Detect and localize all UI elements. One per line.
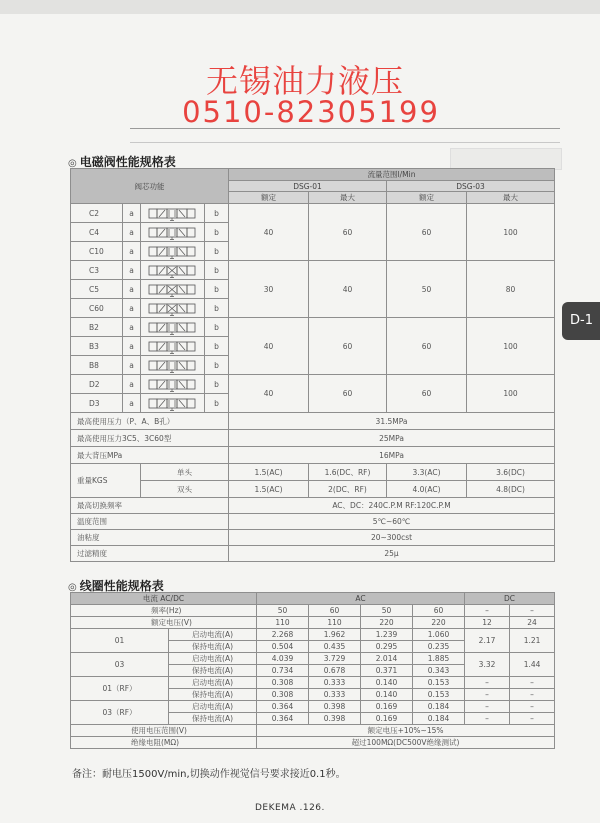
freq-value: 50 bbox=[361, 605, 413, 617]
current-value: 0.140 bbox=[361, 689, 413, 701]
valve-symbol bbox=[141, 337, 205, 356]
spec-value: AC、DC：240C.P.M RF:120C.P.M bbox=[229, 498, 555, 514]
spec-label: 最大背压MPa bbox=[71, 447, 229, 464]
port-b-label: b bbox=[205, 337, 229, 356]
port-b-label: b bbox=[205, 356, 229, 375]
valve-symbol-icon bbox=[148, 206, 198, 221]
dc-header: DC bbox=[465, 593, 555, 605]
spec-label: 过滤精度 bbox=[71, 546, 229, 562]
weight-value: 3.6(DC) bbox=[467, 464, 555, 481]
rated-header-03: 额定 bbox=[387, 192, 467, 204]
spec-value: 5℃~60℃ bbox=[229, 514, 555, 530]
spec-rows bbox=[71, 413, 555, 562]
insulation-value: 超过100MΩ(DC500V绝缘测试) bbox=[257, 737, 555, 749]
flow-value: 60 bbox=[387, 318, 467, 375]
dc-current-value: – bbox=[510, 701, 555, 713]
valve-symbol bbox=[141, 204, 205, 223]
valve-symbol bbox=[141, 242, 205, 261]
dc-current-value: – bbox=[465, 701, 510, 713]
freq-label: 频率(Hz) bbox=[71, 605, 257, 617]
weight-value: 2(DC、RF) bbox=[309, 481, 387, 498]
port-a-label: a bbox=[123, 204, 141, 223]
valve-symbol bbox=[141, 280, 205, 299]
dc-current-value: 3.32 bbox=[465, 653, 510, 677]
ac-header: AC bbox=[257, 593, 465, 605]
spec-label: 最高使用压力（P、A、B孔） bbox=[71, 413, 229, 430]
current-value: 0.504 bbox=[257, 641, 309, 653]
flow-value: 60 bbox=[309, 318, 387, 375]
port-b-label: b bbox=[205, 261, 229, 280]
flow-value: 100 bbox=[467, 375, 555, 413]
port-b-label: b bbox=[205, 280, 229, 299]
rated-header-01: 额定 bbox=[229, 192, 309, 204]
port-b-label: b bbox=[205, 223, 229, 242]
side-tab: D-1 bbox=[562, 302, 600, 340]
flow-value: 80 bbox=[467, 261, 555, 318]
bleed-through-box bbox=[450, 148, 562, 170]
valve-symbol-icon bbox=[148, 320, 198, 335]
dc-current-value: – bbox=[465, 677, 510, 689]
current-value: 1.885 bbox=[413, 653, 465, 665]
valve-symbol-icon bbox=[148, 225, 198, 240]
top-rule bbox=[130, 128, 560, 129]
port-b-label: b bbox=[205, 394, 229, 413]
hold-current-label: 保持电流(A) bbox=[169, 641, 257, 653]
footnote: 备注：耐电压1500V/min,切换动作视觉信号要求接近0.1秒。 bbox=[72, 769, 346, 780]
current-value: 0.153 bbox=[413, 677, 465, 689]
current-value: 0.734 bbox=[257, 665, 309, 677]
dc-current-value: – bbox=[510, 713, 555, 725]
weight-value: 3.3(AC) bbox=[387, 464, 467, 481]
flow-value: 30 bbox=[229, 261, 309, 318]
dc-current-value: – bbox=[465, 689, 510, 701]
valve-code: D3 bbox=[71, 394, 123, 413]
current-value: 3.729 bbox=[309, 653, 361, 665]
current-value: 0.153 bbox=[413, 689, 465, 701]
valve-symbol bbox=[141, 375, 205, 394]
flow-value: 60 bbox=[309, 375, 387, 413]
port-a-label: a bbox=[123, 375, 141, 394]
current-value: 0.678 bbox=[309, 665, 361, 677]
current-value: 2.014 bbox=[361, 653, 413, 665]
valve-symbol bbox=[141, 223, 205, 242]
current-value: 4.039 bbox=[257, 653, 309, 665]
current-value: 0.308 bbox=[257, 677, 309, 689]
start-current-label: 启动电流(A) bbox=[169, 653, 257, 665]
top-rule-secondary bbox=[130, 142, 560, 143]
current-value: 1.962 bbox=[309, 629, 361, 641]
current-value: 0.398 bbox=[309, 713, 361, 725]
freq-value: 50 bbox=[257, 605, 309, 617]
single-head-label: 单头 bbox=[141, 464, 229, 481]
port-a-label: a bbox=[123, 261, 141, 280]
current-value: 0.333 bbox=[309, 689, 361, 701]
port-a-label: a bbox=[123, 356, 141, 375]
valve-symbol-icon bbox=[148, 244, 198, 259]
current-value: 0.169 bbox=[361, 701, 413, 713]
weight-value: 1.6(DC、RF) bbox=[309, 464, 387, 481]
freq-value: 60 bbox=[309, 605, 361, 617]
weight-value: 1.5(AC) bbox=[229, 464, 309, 481]
coil-model: 03 bbox=[71, 653, 169, 677]
voltage-value: 220 bbox=[361, 617, 413, 629]
dsg01-header: DSG-01 bbox=[229, 181, 387, 192]
freq-value: – bbox=[465, 605, 510, 617]
port-b-label: b bbox=[205, 318, 229, 337]
flow-value: 50 bbox=[387, 261, 467, 318]
valve-symbol-icon bbox=[148, 301, 198, 316]
valve-code: D2 bbox=[71, 375, 123, 394]
valve-code: C5 bbox=[71, 280, 123, 299]
valve-code: B3 bbox=[71, 337, 123, 356]
current-value: 0.364 bbox=[257, 701, 309, 713]
current-value: 0.435 bbox=[309, 641, 361, 653]
flow-value: 40 bbox=[229, 318, 309, 375]
valve-symbol-icon bbox=[148, 263, 198, 278]
port-a-label: a bbox=[123, 337, 141, 356]
current-value: 0.184 bbox=[413, 701, 465, 713]
hold-current-label: 保持电流(A) bbox=[169, 665, 257, 677]
flow-value: 40 bbox=[309, 261, 387, 318]
valve-code: B8 bbox=[71, 356, 123, 375]
valve-symbol bbox=[141, 299, 205, 318]
dc-current-value: 1.21 bbox=[510, 629, 555, 653]
flow-value: 60 bbox=[387, 375, 467, 413]
port-a-label: a bbox=[123, 299, 141, 318]
voltage-range-label: 使用电压范围(V) bbox=[71, 725, 257, 737]
port-a-label: a bbox=[123, 318, 141, 337]
spec-value: 25MPa bbox=[229, 430, 555, 447]
watermark-phone: 0510-82305199 bbox=[182, 95, 440, 129]
valve-code: C3 bbox=[71, 261, 123, 280]
coil-rows bbox=[71, 629, 555, 725]
weight-value: 1.5(AC) bbox=[229, 481, 309, 498]
dc-current-value: – bbox=[510, 689, 555, 701]
valve-symbol bbox=[141, 318, 205, 337]
solenoid-spec-table bbox=[70, 168, 555, 562]
current-value: 0.184 bbox=[413, 713, 465, 725]
current-header: 电流 AC/DC bbox=[71, 593, 257, 605]
insulation-label: 绝缘电阻(MΩ) bbox=[71, 737, 257, 749]
valve-code: B2 bbox=[71, 318, 123, 337]
valve-code: C4 bbox=[71, 223, 123, 242]
valve-symbol-icon bbox=[148, 377, 198, 392]
watermark-company: 无锡油力液压 bbox=[205, 62, 404, 100]
voltage-value: 110 bbox=[309, 617, 361, 629]
spec-label: 最高使用压力3C5、3C60型 bbox=[71, 430, 229, 447]
valve-symbol bbox=[141, 394, 205, 413]
voltage-value: 12 bbox=[465, 617, 510, 629]
current-value: 0.398 bbox=[309, 701, 361, 713]
current-value: 1.060 bbox=[413, 629, 465, 641]
flow-value: 60 bbox=[309, 204, 387, 261]
coil-model: 03（RF） bbox=[71, 701, 169, 725]
flow-value: 100 bbox=[467, 318, 555, 375]
voltage-value: 220 bbox=[413, 617, 465, 629]
max-header-03: 最大 bbox=[467, 192, 555, 204]
start-current-label: 启动电流(A) bbox=[169, 701, 257, 713]
voltage-value: 110 bbox=[257, 617, 309, 629]
valve-code: C60 bbox=[71, 299, 123, 318]
dc-current-value: 1.44 bbox=[510, 653, 555, 677]
spec-value: 20~300cst bbox=[229, 530, 555, 546]
dc-current-value: – bbox=[465, 713, 510, 725]
current-value: 0.295 bbox=[361, 641, 413, 653]
solenoid-title-text: 电磁阀性能规格表 bbox=[79, 155, 176, 169]
start-current-label: 启动电流(A) bbox=[169, 677, 257, 689]
current-value: 1.239 bbox=[361, 629, 413, 641]
voltage-label: 额定电压(V) bbox=[71, 617, 257, 629]
coil-model: 01（RF） bbox=[71, 677, 169, 701]
valve-symbol-icon bbox=[148, 282, 198, 297]
port-b-label: b bbox=[205, 242, 229, 261]
port-a-label: a bbox=[123, 223, 141, 242]
coil-spec-table bbox=[70, 592, 555, 749]
max-header-01: 最大 bbox=[309, 192, 387, 204]
voltage-range-value: 额定电压+10%~15% bbox=[257, 725, 555, 737]
double-head-label: 双头 bbox=[141, 481, 229, 498]
dsg03-header: DSG-03 bbox=[387, 181, 555, 192]
spec-value: 16MPa bbox=[229, 447, 555, 464]
voltage-value: 24 bbox=[510, 617, 555, 629]
weight-value: 4.8(DC) bbox=[467, 481, 555, 498]
port-b-label: b bbox=[205, 204, 229, 223]
valve-symbol-icon bbox=[148, 358, 198, 373]
dc-current-value: – bbox=[510, 677, 555, 689]
current-value: 2.268 bbox=[257, 629, 309, 641]
port-a-label: a bbox=[123, 394, 141, 413]
valve-symbol-icon bbox=[148, 339, 198, 354]
valve-code: C2 bbox=[71, 204, 123, 223]
flow-value: 100 bbox=[467, 204, 555, 261]
port-a-label: a bbox=[123, 280, 141, 299]
current-value: 0.371 bbox=[361, 665, 413, 677]
port-b-label: b bbox=[205, 299, 229, 318]
valve-rows bbox=[71, 204, 555, 413]
bullet-icon: ◎ bbox=[68, 158, 77, 169]
spec-label: 温度范围 bbox=[71, 514, 229, 530]
coil-title-text: 线圈性能规格表 bbox=[79, 579, 164, 593]
valve-symbol-icon bbox=[148, 396, 198, 411]
freq-value: 60 bbox=[413, 605, 465, 617]
current-value: 0.308 bbox=[257, 689, 309, 701]
valve-symbol bbox=[141, 261, 205, 280]
flow-value: 40 bbox=[229, 204, 309, 261]
spec-label: 最高切换频率 bbox=[71, 498, 229, 514]
current-value: 0.364 bbox=[257, 713, 309, 725]
valve-code: C10 bbox=[71, 242, 123, 261]
page-top-band bbox=[0, 0, 600, 14]
flow-range-header: 流量范围l/Min bbox=[229, 169, 555, 181]
current-value: 0.235 bbox=[413, 641, 465, 653]
bullet-icon: ◎ bbox=[68, 582, 77, 593]
current-value: 0.333 bbox=[309, 677, 361, 689]
valve-symbol bbox=[141, 356, 205, 375]
page-footer: DEKEMA .126. bbox=[255, 803, 325, 813]
spec-label: 油粘度 bbox=[71, 530, 229, 546]
hold-current-label: 保持电流(A) bbox=[169, 689, 257, 701]
flow-value: 40 bbox=[229, 375, 309, 413]
current-value: 0.343 bbox=[413, 665, 465, 677]
dc-current-value: 2.17 bbox=[465, 629, 510, 653]
hold-current-label: 保持电流(A) bbox=[169, 713, 257, 725]
weight-value: 4.0(AC) bbox=[387, 481, 467, 498]
spec-value: 25μ bbox=[229, 546, 555, 562]
flow-value: 60 bbox=[387, 204, 467, 261]
spec-value: 31.5MPa bbox=[229, 413, 555, 430]
weight-label: 重量KGS bbox=[71, 464, 141, 498]
start-current-label: 启动电流(A) bbox=[169, 629, 257, 641]
freq-value: – bbox=[510, 605, 555, 617]
port-a-label: a bbox=[123, 242, 141, 261]
current-value: 0.169 bbox=[361, 713, 413, 725]
coil-model: 01 bbox=[71, 629, 169, 653]
port-b-label: b bbox=[205, 375, 229, 394]
valve-function-header: 阀芯功能 bbox=[71, 169, 229, 204]
current-value: 0.140 bbox=[361, 677, 413, 689]
